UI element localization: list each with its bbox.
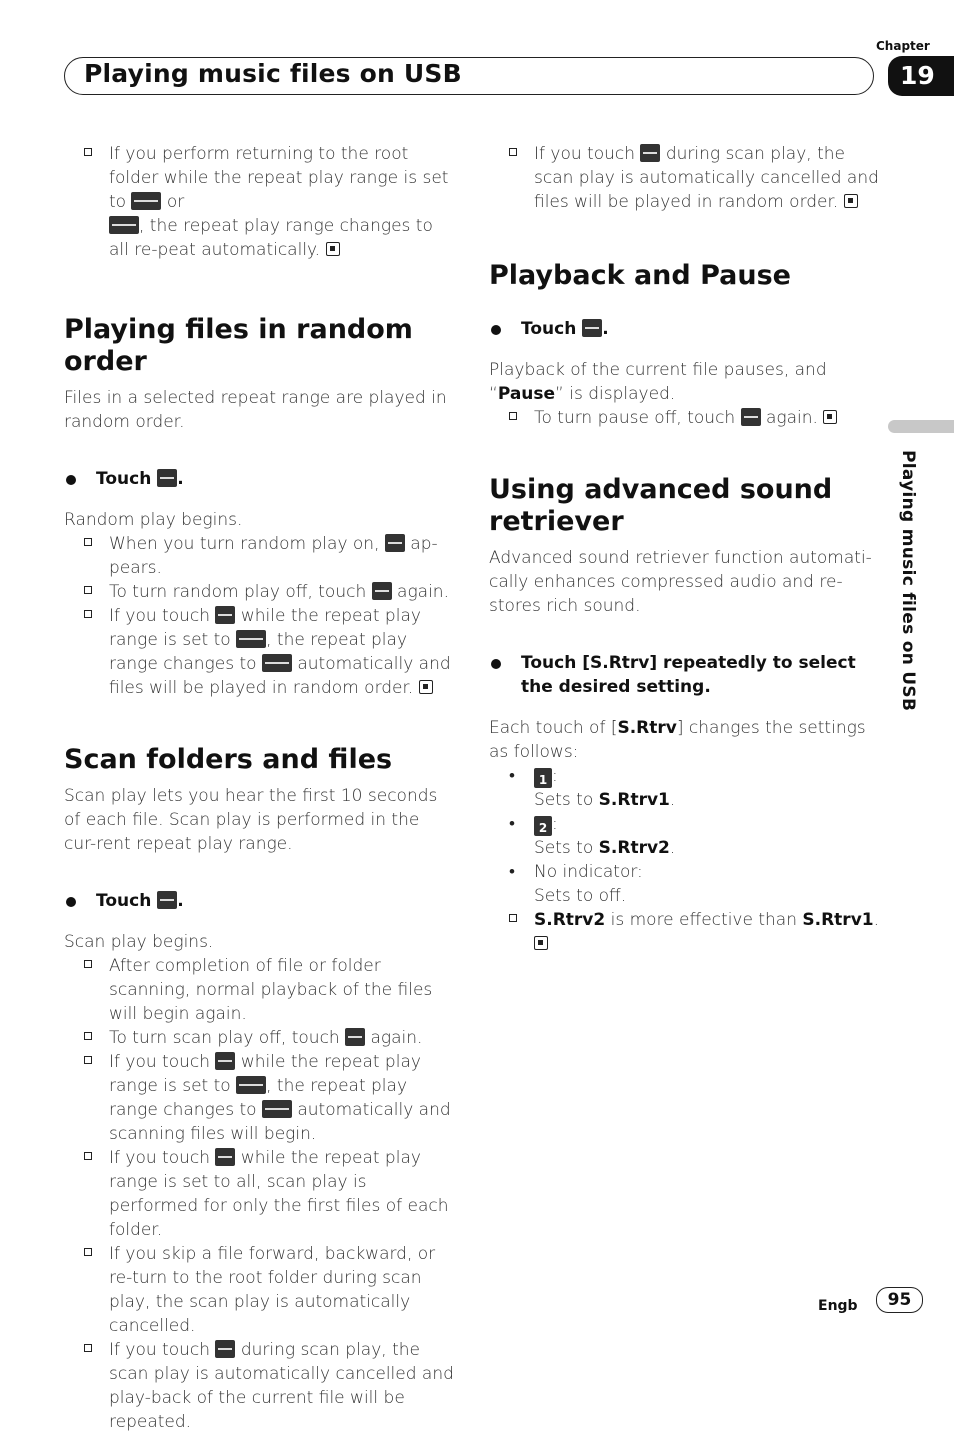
repeat-folder-icon	[236, 1076, 266, 1094]
option-1: • 1 :	[489, 764, 881, 788]
random-title: Playing files in random order	[64, 314, 413, 377]
sound-step: Touch [S.Rtrv] repeatedly to select the desired setting.	[489, 651, 881, 699]
pause-result: Playback of the current file pauses, and “Pause” is displayed.	[489, 360, 827, 404]
repeat-all-icon	[262, 654, 292, 672]
repeat-folder-icon	[131, 192, 161, 210]
chapter-label: Chapter	[876, 39, 930, 53]
random-icon[interactable]	[157, 469, 177, 487]
left-column	[64, 142, 454, 1434]
option-2-desc: Sets to S.Rtrv2.	[534, 838, 676, 858]
sound-note: S.Rtrv2 is more effective than S.Rtrv1.	[489, 908, 881, 956]
end-mark-icon	[534, 936, 548, 950]
repeat-folder-icon	[236, 630, 266, 648]
play-pause-icon[interactable]	[582, 319, 602, 337]
top-note: If you touch during scan play, the scan play is automatically cancelled and files will be played in random order.	[489, 142, 881, 214]
random-icon	[372, 582, 392, 600]
random-note-2: To turn random play off, touch again.	[64, 580, 454, 604]
random-icon	[385, 534, 405, 552]
option-1-desc: Sets to S.Rtrv1.	[534, 790, 676, 810]
srtrv1-icon: 1	[534, 768, 552, 788]
intro-note: If you perform returning to the root folder while the repeat play range is set to or , the repeat play range changes to all re-peat automatically.	[64, 142, 454, 262]
srtrv2-icon: 2	[534, 816, 552, 836]
repeat-icon	[215, 1340, 235, 1358]
scan-note-6: If you touch during scan play, the scan play is automatically cancelled and play-back of the current file will be repeated.	[64, 1338, 454, 1434]
pause-title: Playback and Pause	[489, 260, 791, 291]
sound-each: Each touch of [S.Rtrv] changes the settings as follows:	[489, 718, 866, 762]
repeat-all-icon	[109, 216, 139, 234]
side-tab	[888, 420, 954, 433]
play-pause-icon	[741, 408, 761, 426]
end-mark-icon	[823, 410, 837, 424]
scan-note-4: If you touch while the repeat play range is set to all, scan play is performed for only the first files of each folder.	[64, 1146, 454, 1242]
right-column	[489, 142, 881, 956]
repeat-all-icon	[262, 1100, 292, 1118]
pause-step: Touch .	[489, 317, 881, 341]
option-3-desc: Sets to off.	[534, 886, 627, 906]
random-desc: Files in a selected repeat range are played in random order.	[64, 388, 447, 432]
scan-icon	[215, 1148, 235, 1166]
side-label: Playing music files on USB	[898, 450, 918, 712]
scan-icon	[345, 1028, 365, 1046]
scan-desc: Scan play lets you hear the first 10 seconds of each file. Scan play is performed in the cur-rent repeat play range.	[64, 786, 438, 854]
scan-icon[interactable]	[157, 891, 177, 909]
end-mark-icon	[326, 242, 340, 256]
scan-icon	[215, 1052, 235, 1070]
scan-note-5: If you skip a file forward, backward, or re-turn to the root folder during scan play, the scan play is automatically cancelled.	[64, 1242, 454, 1338]
chapter-number: 19	[888, 56, 954, 96]
sound-desc: Advanced sound retriever function automati-cally enhances compressed audio and re-stores rich sound.	[489, 548, 872, 616]
random-note-3: If you touch while the repeat play range is set to , the repeat play range changes to automatically and files will be played in random order.	[64, 604, 454, 700]
scan-result: Scan play begins.	[64, 932, 214, 952]
scan-title: Scan folders and files	[64, 744, 393, 775]
scan-note-3: If you touch while the repeat play range is set to , the repeat play range changes to automatically and scanning files will begin.	[64, 1050, 454, 1146]
pause-note: To turn pause off, touch again.	[489, 406, 881, 430]
scan-note-2: To turn scan play off, touch again.	[64, 1026, 454, 1050]
end-mark-icon	[419, 680, 433, 694]
footer-lang: Engb	[818, 1298, 858, 1314]
random-icon	[640, 144, 660, 162]
random-result: Random play begins.	[64, 510, 243, 530]
scan-step: Touch .	[64, 889, 454, 913]
page-title: Playing music files on USB	[84, 59, 462, 88]
random-step: Touch .	[64, 467, 454, 491]
scan-note-1: After completion of file or folder scanning, normal playback of the files will begin again.	[64, 954, 454, 1026]
sound-title: Using advanced sound retriever	[489, 474, 833, 537]
page-number: 95	[876, 1287, 923, 1313]
random-icon	[215, 606, 235, 624]
option-2: • 2 :	[489, 812, 881, 836]
end-mark-icon	[844, 194, 858, 208]
random-note-1: When you turn random play on, ap-pears.	[64, 532, 454, 580]
option-3: • No indicator:	[489, 860, 881, 884]
